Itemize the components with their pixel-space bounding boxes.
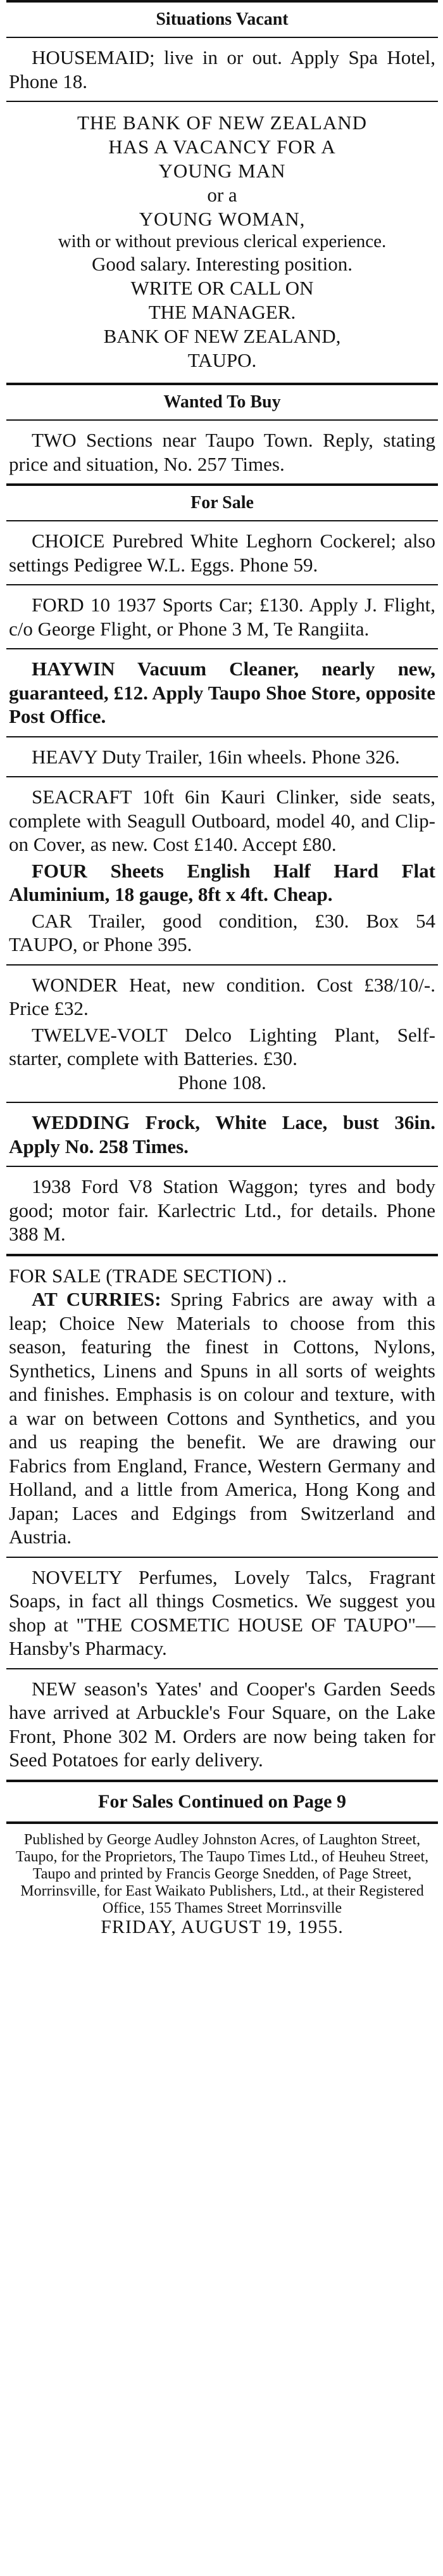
ad-wonder-text: WONDER Heat, new condition. Cost £38/10/-. Price £32.: [9, 973, 435, 1019]
bank-line: THE BANK OF NEW ZEALAND: [77, 112, 368, 134]
trade-section-title: FOR SALE (TRADE SECTION) ..: [9, 1264, 287, 1287]
ad-ford-10-text: FORD 10 1937 Sports Car; £130. Apply J. Flight, c/o George Flight, or Phone 3 M, Te Rangiita.: [9, 594, 435, 640]
ad-two-sections: [6, 421, 438, 483]
bank-line: with or without previous clerical experience.: [58, 231, 387, 252]
curries-body: Spring Fabrics are away with a leap; Choice New Materials to choose from this season, featuring the finest in Cottons, Nylons, Synthetics, Linens and Spuns in all sorts of weights and finishes. Emphasis is on colour and texture, with a war on between Cottons and Synthetics, and you and us reaping the benefit. We are drawing our Fabrics from England, France, Western Germany and Holland, and a little from America, Hong Kong and Japan; Laces and Edgings from Switzerland and Austria.: [9, 1288, 436, 1548]
bank-line: BANK OF NEW ZEALAND,: [103, 325, 341, 347]
ad-wonder-group: [6, 966, 438, 1102]
heading-wanted-to-buy: Wanted To Buy: [163, 392, 281, 412]
bank-line: HAS A VACANCY FOR A: [108, 136, 336, 158]
heading-for-sale: For Sale: [190, 493, 254, 513]
ad-heavy-trailer-text: HEAVY Duty Trailer, 16in wheels. Phone 326.: [32, 745, 400, 768]
bank-line: YOUNG MAN: [158, 160, 286, 182]
ad-seacraft-group: [6, 777, 438, 964]
bank-line: TAUPO.: [187, 349, 257, 371]
ad-novelty-perfumes: [6, 1558, 438, 1668]
ad-wedding-frock: [6, 1103, 438, 1166]
bank-line: WRITE OR CALL ON: [130, 277, 314, 299]
ad-delco-phone: Phone 108.: [178, 1071, 266, 1094]
bank-line: Good salary. Interesting position.: [91, 253, 353, 275]
bank-line: THE MANAGER.: [148, 301, 296, 323]
ad-housemaid-text: HOUSEMAID; live in or out. Apply Spa Hotel, Phone 18.: [9, 46, 435, 92]
ad-curries: [6, 1256, 438, 1557]
ad-bank-of-new-zealand: [6, 102, 438, 383]
ad-ford-v8: [6, 1167, 438, 1254]
ad-wedding-frock-text: WEDDING Frock, White Lace, bust 36in. Apply No. 258 Times.: [9, 1111, 435, 1157]
ad-aluminium-text: FOUR Sheets English Half Hard Flat Aluminium, 18 gauge, 8ft x 4ft. Cheap.: [9, 859, 435, 905]
ad-seacraft-text: SEACRAFT 10ft 6in Kauri Clinker, side seats, complete with Seagull Outboard, model 40, and Clip-on Cover, as new. Cost £140. Accept £80.: [9, 786, 435, 855]
ad-novelty-text: NOVELTY Perfumes, Lovely Talcs, Fragrant Soaps, in fact all things Cosmetics. We suggest you shop at "THE COSMETIC HOUSE OF TAUPO"—Hansby's Pharmacy.: [9, 1565, 435, 1659]
imprint-text: Published by George Audley Johnston Acres, of Laughton Street, Taupo, for the Proprietors, The Taupo Times Ltd., of Heuheu Street, Taupo and printed by Francis George Snedden, of Page Street, Morrinsville, for East Waikato Publishers, Ltd., at their Registered Office, 155 Thames Street Morrinsville: [15, 1831, 429, 1916]
ad-garden-seeds: [6, 1669, 438, 1780]
ad-two-sections-text: TWO Sections near Taupo Town. Reply, stating price and situation, No. 257 Times.: [9, 429, 435, 475]
ad-leghorn: [6, 521, 438, 584]
ad-housemaid: [6, 38, 438, 101]
issue-date: FRIDAY, AUGUST 19, 1955.: [101, 1916, 344, 1937]
bank-line: YOUNG WOMAN,: [139, 208, 306, 230]
heading-situations-vacant: Situations Vacant: [156, 10, 289, 29]
ad-haywin: [6, 649, 438, 736]
bank-line: or a: [207, 184, 237, 206]
ad-heavy-trailer: [6, 737, 438, 777]
publisher-imprint: [6, 1824, 438, 1935]
ad-ford-v8-text: 1938 Ford V8 Station Waggon; tyres and body good; motor fair. Karlectric Ltd., for details. Phone 388 M.: [9, 1175, 435, 1245]
ad-delco-text: TWELVE-VOLT Delco Lighting Plant, Self-starter, complete with Batteries. £30.: [9, 1023, 435, 1069]
curries-lead: AT CURRIES:: [32, 1288, 161, 1310]
ad-leghorn-text: CHOICE Purebred White Leghorn Cockerel; also settings Pedigree W.L. Eggs. Phone 59.: [9, 530, 435, 576]
continued-notice: For Sales Continued on Page 9: [98, 1790, 346, 1812]
ad-garden-seeds-text: NEW season's Yates' and Cooper's Garden Seeds have arrived at Arbuckle's Four Square, on the Lake Front, Phone 302 M. Orders are now being taken for Seed Potatoes for early delivery.: [9, 1677, 435, 1771]
ad-car-trailer-text: CAR Trailer, good condition, £30. Box 54 TAUPO, or Phone 395.: [9, 909, 435, 955]
ad-haywin-text: HAYWIN Vacuum Cleaner, nearly new, guaranteed, £12. Apply Taupo Shoe Store, opposite Post Office.: [9, 658, 435, 727]
ad-ford-10: [6, 585, 438, 648]
